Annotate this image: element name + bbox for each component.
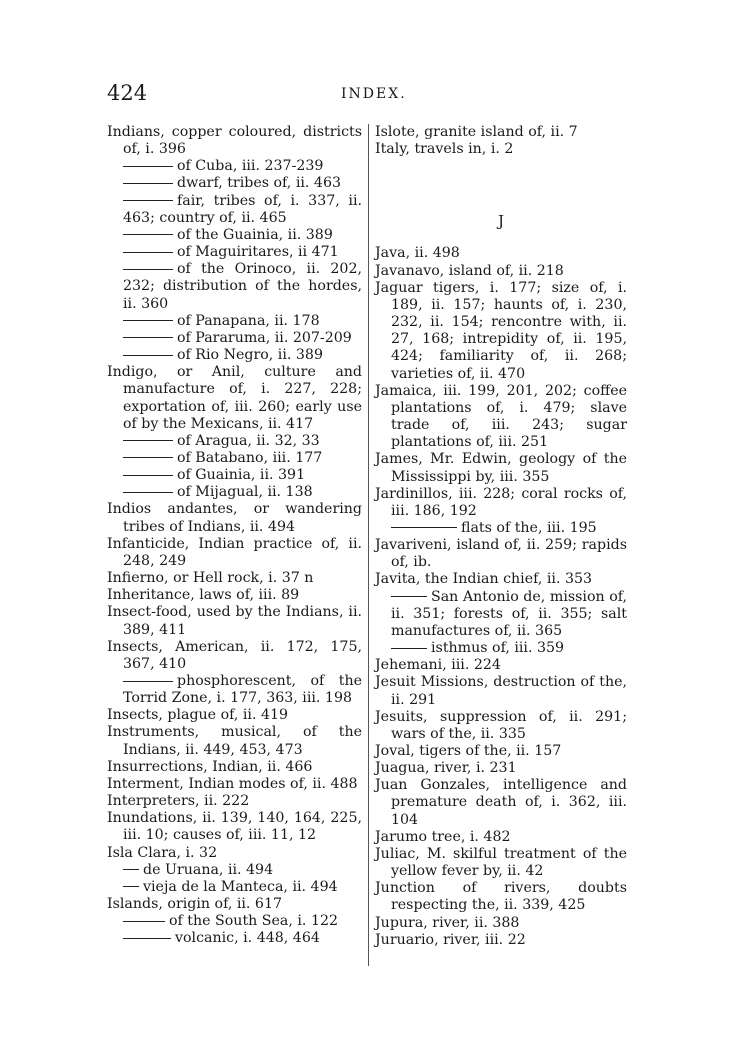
index-column-right <box>375 124 627 949</box>
index-entry: Jarumo tree, i. 482 <box>375 828 511 845</box>
index-entry: Indians, copper coloured, districts of, i. 396 <box>107 124 362 158</box>
index-entry: James, Mr. Edwin, geology of the Mississippi by, iii. 355 <box>375 451 627 485</box>
index-entry: Juliac, M. skilful treatment of the yellow fever by, ii. 42 <box>375 845 627 880</box>
index-subentry: of Panapana, ii. 178 <box>107 313 362 330</box>
index-subentry: vieja de la Manteca, ii. 494 <box>107 879 362 896</box>
index-entry: Insect-food, used by the Indians, ii. 389, 411 <box>107 604 362 638</box>
index-entry: Inundations, ii. 139, 140, 164, 225, iii. 10; causes of, iii. 11, 12 <box>107 810 362 844</box>
index-subentry: of the Orinoco, ii. 202, 232; distribution of the hordes, ii. 360 <box>107 261 362 312</box>
index-subentry: fair, tribes of, i. 337, ii. 463; country of, ii. 465 <box>107 193 362 227</box>
page-number: 424 <box>107 81 148 105</box>
index-entry: Juruario, river, iii. 22 <box>375 931 526 948</box>
index-entry: Jupura, river, ii. 388 <box>375 914 520 931</box>
index-entry: Jesuits, suppression of, ii. 291; wars of the, ii. 335 <box>375 708 627 742</box>
index-subentry: dwarf, tribes of, ii. 463 <box>107 175 362 192</box>
index-entry: Instruments, musical, of the Indians, ii. 449, 453, 473 <box>107 724 362 758</box>
index-entry: Interment, Indian modes of, ii. 488 <box>107 775 358 792</box>
column-divider <box>368 124 369 966</box>
index-entry: Interpreters, ii. 222 <box>107 793 250 810</box>
index-subentry: isthmus of, iii. 359 <box>375 640 627 657</box>
index-entry: Indios andantes, or wandering tribes of Indians, ii. 494 <box>107 501 362 535</box>
index-entry: Juan Gonzales, intelligence and premature death of, i. 362, iii. 104 <box>375 777 627 828</box>
index-entry: Infierno, or Hell rock, i. 37 n <box>107 570 314 587</box>
running-head: INDEX. <box>341 86 407 102</box>
index-entry: Insects, plague of, ii. 419 <box>107 707 289 724</box>
index-subentry: phosphorescent, of the Torrid Zone, i. 177, 363, iii. 198 <box>107 673 362 707</box>
index-entry: Jehemani, iii. 224 <box>375 657 501 674</box>
index-entry: Javita, the Indian chief, ii. 353 <box>375 571 593 588</box>
index-entry: Islote, granite island of, ii. 7 <box>375 124 578 140</box>
index-entry: Isla Clara, i. 32 <box>107 844 218 861</box>
index-entry: Infanticide, Indian practice of, ii. 248, 249 <box>107 535 362 569</box>
index-entry: Javanavo, island of, ii. 218 <box>375 262 564 279</box>
index-subentry: de Uruana, ii. 494 <box>107 862 362 879</box>
index-subentry: of Maguiritares, ii 471 <box>107 244 362 261</box>
index-subentry: of Batabano, iii. 177 <box>107 450 362 467</box>
index-entry: Indigo, or Anil, culture and manufacture of, i. 227, 228; exportation of, iii. 260; early use of by the Mexicans, ii. 417 <box>107 364 362 432</box>
index-entry: Javariveni, island of, ii. 259; rapids of, ib. <box>375 537 627 571</box>
index-subentry: of Mijagual, ii. 138 <box>107 484 362 501</box>
index-entry: Jardinillos, iii. 228; coral rocks of, iii. 186, 192 <box>375 485 627 519</box>
index-subentry: of Guainia, ii. 391 <box>107 467 362 484</box>
index-subentry: of Pararuma, ii. 207-209 <box>107 330 362 347</box>
index-entry: Jamaica, iii. 199, 201, 202; coffee plantations of, i. 479; slave trade of, iii. 243; sugar plantations of, iii. 251 <box>375 382 627 451</box>
index-entry: Insects, American, ii. 172, 175, 367, 410 <box>107 638 362 672</box>
index-entry: Junction of rivers, doubts respecting the, ii. 339, 425 <box>375 880 627 914</box>
index-subentry: of Cuba, iii. 237-239 <box>107 158 362 175</box>
index-entry: Islands, origin of, ii. 617 <box>107 896 283 913</box>
index-entry: Insurrections, Indian, ii. 466 <box>107 758 313 775</box>
index-column-left <box>107 124 362 948</box>
index-subentry: flats of the, iii. 195 <box>375 520 627 537</box>
index-subentry: volcanic, i. 448, 464 <box>107 930 362 947</box>
index-subentry: of the Guainia, ii. 389 <box>107 227 362 244</box>
index-entry: Italy, travels in, i. 2 <box>375 141 514 158</box>
index-entry: Jesuit Missions, destruction of the, ii. 291 <box>375 674 627 708</box>
index-subentry: of the South Sea, i. 122 <box>107 913 362 930</box>
index-subentry: San Antonio de, mission of, ii. 351; forests of, ii. 355; salt manufactures of, ii. 365 <box>375 589 627 640</box>
section-letter: J <box>497 212 504 231</box>
index-subentry: of Aragua, ii. 32, 33 <box>107 433 362 450</box>
index-entry: Jaguar tigers, i. 177; size of, i. 189, ii. 157; haunts of, i. 230, 232, ii. 154; rencontre with, ii. 27, 168; intrepidity of, ii. 195, 424; familiarity of, ii. 268; varieties of, ii. 470 <box>375 279 627 382</box>
index-entry: Java, ii. 498 <box>375 245 460 262</box>
index-entry: Joval, tigers of the, ii. 157 <box>375 743 562 759</box>
index-entry: Inheritance, laws of, iii. 89 <box>107 587 300 604</box>
index-subentry: of Rio Negro, ii. 389 <box>107 347 362 364</box>
index-entry: Juagua, river, i. 231 <box>375 760 517 777</box>
